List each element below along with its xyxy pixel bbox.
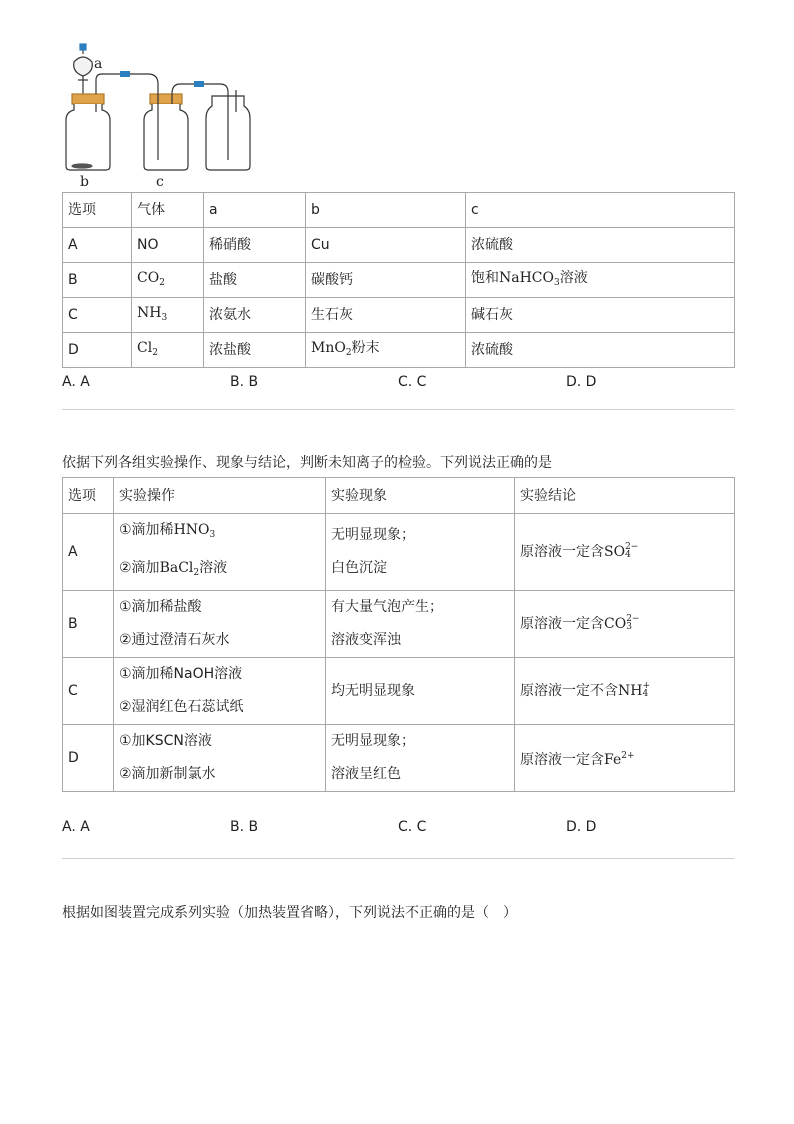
q1-cell-a: 稀硝酸 bbox=[204, 228, 306, 263]
q2-row-d bbox=[63, 725, 735, 792]
q2-cell-conclusion bbox=[515, 591, 735, 658]
q2-table bbox=[62, 477, 735, 792]
q1-table bbox=[62, 192, 735, 368]
q2-cell-phenomenon bbox=[326, 591, 515, 658]
q2-cell-option: B bbox=[63, 591, 114, 658]
chem-subscript: 2 bbox=[159, 277, 165, 288]
chem-formula: HNO bbox=[173, 522, 210, 538]
op-step-2: ②通过澄清石灰水 bbox=[119, 632, 230, 648]
chem-formula: NH bbox=[137, 304, 162, 321]
chem-formula: SO bbox=[604, 544, 626, 560]
choice-d[interactable]: D. D bbox=[566, 374, 597, 390]
q1-cell-option: D bbox=[63, 333, 132, 368]
chem-formula: Cl bbox=[137, 339, 153, 356]
chem-formula: NaHCO bbox=[499, 269, 554, 286]
text: 粉末 bbox=[351, 339, 380, 356]
q2-row-b bbox=[63, 591, 735, 658]
q1-cell-b: 生石灰 bbox=[306, 298, 466, 333]
chem-subscript: 2 bbox=[345, 347, 352, 358]
q1-header-cell: 选项 bbox=[63, 193, 132, 228]
q1-cell-gas: NO bbox=[132, 228, 204, 263]
op-step-2: ②湿润红色石蕊试纸 bbox=[119, 699, 244, 715]
ion-superscript: 2− bbox=[625, 542, 639, 552]
chem-subscript: 2 bbox=[193, 568, 200, 578]
chem-formula: Fe bbox=[604, 752, 622, 768]
ion-superscript: 2− bbox=[626, 614, 640, 624]
q2-cell-conclusion bbox=[515, 658, 735, 725]
q1-cell-c: 浓硫酸 bbox=[466, 333, 735, 368]
ion-charge bbox=[625, 543, 638, 559]
q2-cell-option: C bbox=[63, 658, 114, 725]
q2-header-cell: 实验操作 bbox=[114, 478, 326, 514]
q2-cell-operation bbox=[114, 725, 326, 792]
choice-d[interactable]: D. D bbox=[566, 819, 597, 835]
chem-subscript: 3 bbox=[209, 530, 216, 540]
q2-header-cell: 实验现象 bbox=[326, 478, 515, 514]
text: 原溶液一定不含 bbox=[520, 683, 618, 699]
op-step-1: ①滴加稀盐酸 bbox=[119, 599, 202, 615]
q1-row-a bbox=[63, 228, 735, 263]
q2-cell-conclusion bbox=[515, 725, 735, 792]
q2-choices bbox=[62, 819, 742, 839]
q2-cell-operation bbox=[114, 658, 326, 725]
chem-subscript: 3 bbox=[161, 312, 168, 323]
q2-cell-phenomenon bbox=[326, 514, 515, 591]
phenomenon-line: 无明显现象； bbox=[331, 527, 415, 543]
q1-cell-c: 浓硫酸 bbox=[466, 228, 735, 263]
choice-a[interactable]: A. A bbox=[62, 374, 90, 390]
q2-header-row bbox=[63, 478, 735, 514]
q1-cell-a: 浓氨水 bbox=[204, 298, 306, 333]
phenomenon-line: 白色沉淀 bbox=[331, 560, 387, 576]
q1-row-d bbox=[63, 333, 735, 368]
q1-cell-option: B bbox=[63, 263, 132, 298]
text: ②滴加 bbox=[119, 560, 160, 576]
tube-clip-1 bbox=[120, 71, 130, 77]
q2-cell-conclusion bbox=[515, 514, 735, 591]
q2-row-c bbox=[63, 658, 735, 725]
q1-header-cell: 气体 bbox=[132, 193, 204, 228]
question-divider bbox=[62, 858, 734, 859]
ion-charge bbox=[642, 682, 650, 698]
q2-cell-operation bbox=[114, 514, 326, 591]
q1-cell-c bbox=[466, 263, 735, 298]
q1-cell-b bbox=[306, 333, 466, 368]
choice-a[interactable]: A. A bbox=[62, 819, 90, 835]
gas-apparatus-diagram bbox=[60, 40, 270, 192]
q1-cell-b: 碳酸钙 bbox=[306, 263, 466, 298]
q1-row-c bbox=[63, 298, 735, 333]
text: 饱和 bbox=[471, 269, 499, 286]
q2-row-a bbox=[63, 514, 735, 591]
choice-b[interactable]: B. B bbox=[230, 374, 259, 390]
q1-header-cell: a bbox=[204, 193, 306, 228]
q3-stem: 根据如图装置完成系列实验（加热装置省略），下列说法不正确的是（ ） bbox=[62, 905, 517, 921]
op-step-2: ②滴加新制氯水 bbox=[119, 766, 216, 782]
q1-row-b bbox=[63, 263, 735, 298]
chem-subscript: 3 bbox=[554, 277, 560, 288]
label-c: c bbox=[156, 174, 164, 190]
choice-b[interactable]: B. B bbox=[230, 819, 259, 835]
question-divider bbox=[62, 409, 734, 410]
label-b: b bbox=[80, 174, 89, 190]
op-step-1 bbox=[119, 514, 325, 552]
text: 原溶液一定含 bbox=[520, 544, 604, 560]
q2-stem: 依据下列各组实验操作、现象与结论，判断未知离子的检验。下列说法正确的是 bbox=[62, 455, 552, 471]
phenomenon-line: 无明显现象； bbox=[331, 733, 415, 749]
phenomenon-line: 溶液变浑浊 bbox=[331, 632, 401, 648]
choice-c[interactable]: C. C bbox=[398, 819, 427, 835]
text: ①滴加稀 bbox=[119, 522, 174, 538]
q2-cell-phenomenon bbox=[326, 725, 515, 792]
q1-cell-option: C bbox=[63, 298, 132, 333]
ion-subscript: 4 bbox=[625, 550, 631, 560]
label-a: a bbox=[94, 56, 103, 72]
q1-choices bbox=[62, 374, 742, 394]
chem-formula: BaCl bbox=[159, 560, 194, 576]
q2-cell-option: D bbox=[63, 725, 114, 792]
text: 原溶液一定含 bbox=[520, 616, 604, 632]
q1-cell-gas bbox=[132, 298, 204, 333]
text: 原溶液一定含 bbox=[520, 752, 604, 768]
ion-charge bbox=[626, 615, 639, 631]
ion-subscript: 4 bbox=[642, 689, 649, 699]
phenomenon-line: 有大量气泡产生； bbox=[331, 599, 443, 615]
chem-formula: CO bbox=[137, 269, 160, 286]
q1-cell-a: 盐酸 bbox=[204, 263, 306, 298]
ion-superscript: + bbox=[642, 681, 651, 691]
q1-cell-gas bbox=[132, 263, 204, 298]
text: 溶液 bbox=[199, 560, 228, 576]
chem-subscript: 2 bbox=[152, 347, 158, 358]
op-step-1: ①加KSCN溶液 bbox=[119, 733, 212, 749]
q2-cell-operation bbox=[114, 591, 326, 658]
q2-header-cell: 选项 bbox=[63, 478, 114, 514]
q1-cell-option: A bbox=[63, 228, 132, 263]
op-step-2 bbox=[119, 552, 325, 590]
q2-header-cell: 实验结论 bbox=[515, 478, 735, 514]
ion-subscript: 3 bbox=[626, 622, 632, 632]
ion-superscript: 2+ bbox=[621, 751, 635, 761]
q1-header-cell: b bbox=[306, 193, 466, 228]
q1-cell-a: 浓盐酸 bbox=[204, 333, 306, 368]
text: 溶液 bbox=[559, 269, 588, 286]
q1-header-cell: c bbox=[466, 193, 735, 228]
q1-cell-c: 碱石灰 bbox=[466, 298, 735, 333]
choice-c[interactable]: C. C bbox=[398, 374, 427, 390]
chem-formula: NH bbox=[618, 683, 643, 699]
q1-cell-gas bbox=[132, 333, 204, 368]
q2-cell-phenomenon: 均无明显现象 bbox=[326, 658, 515, 725]
q1-header-row bbox=[63, 193, 735, 228]
chem-formula: MnO bbox=[311, 339, 346, 356]
chem-formula: CO bbox=[604, 616, 627, 632]
phenomenon-line: 溶液呈红色 bbox=[331, 766, 401, 782]
tube-clip-2 bbox=[194, 81, 204, 87]
q1-cell-b: Cu bbox=[306, 228, 466, 263]
q2-cell-option: A bbox=[63, 514, 114, 591]
op-step-1: ①滴加稀NaOH溶液 bbox=[119, 666, 243, 682]
